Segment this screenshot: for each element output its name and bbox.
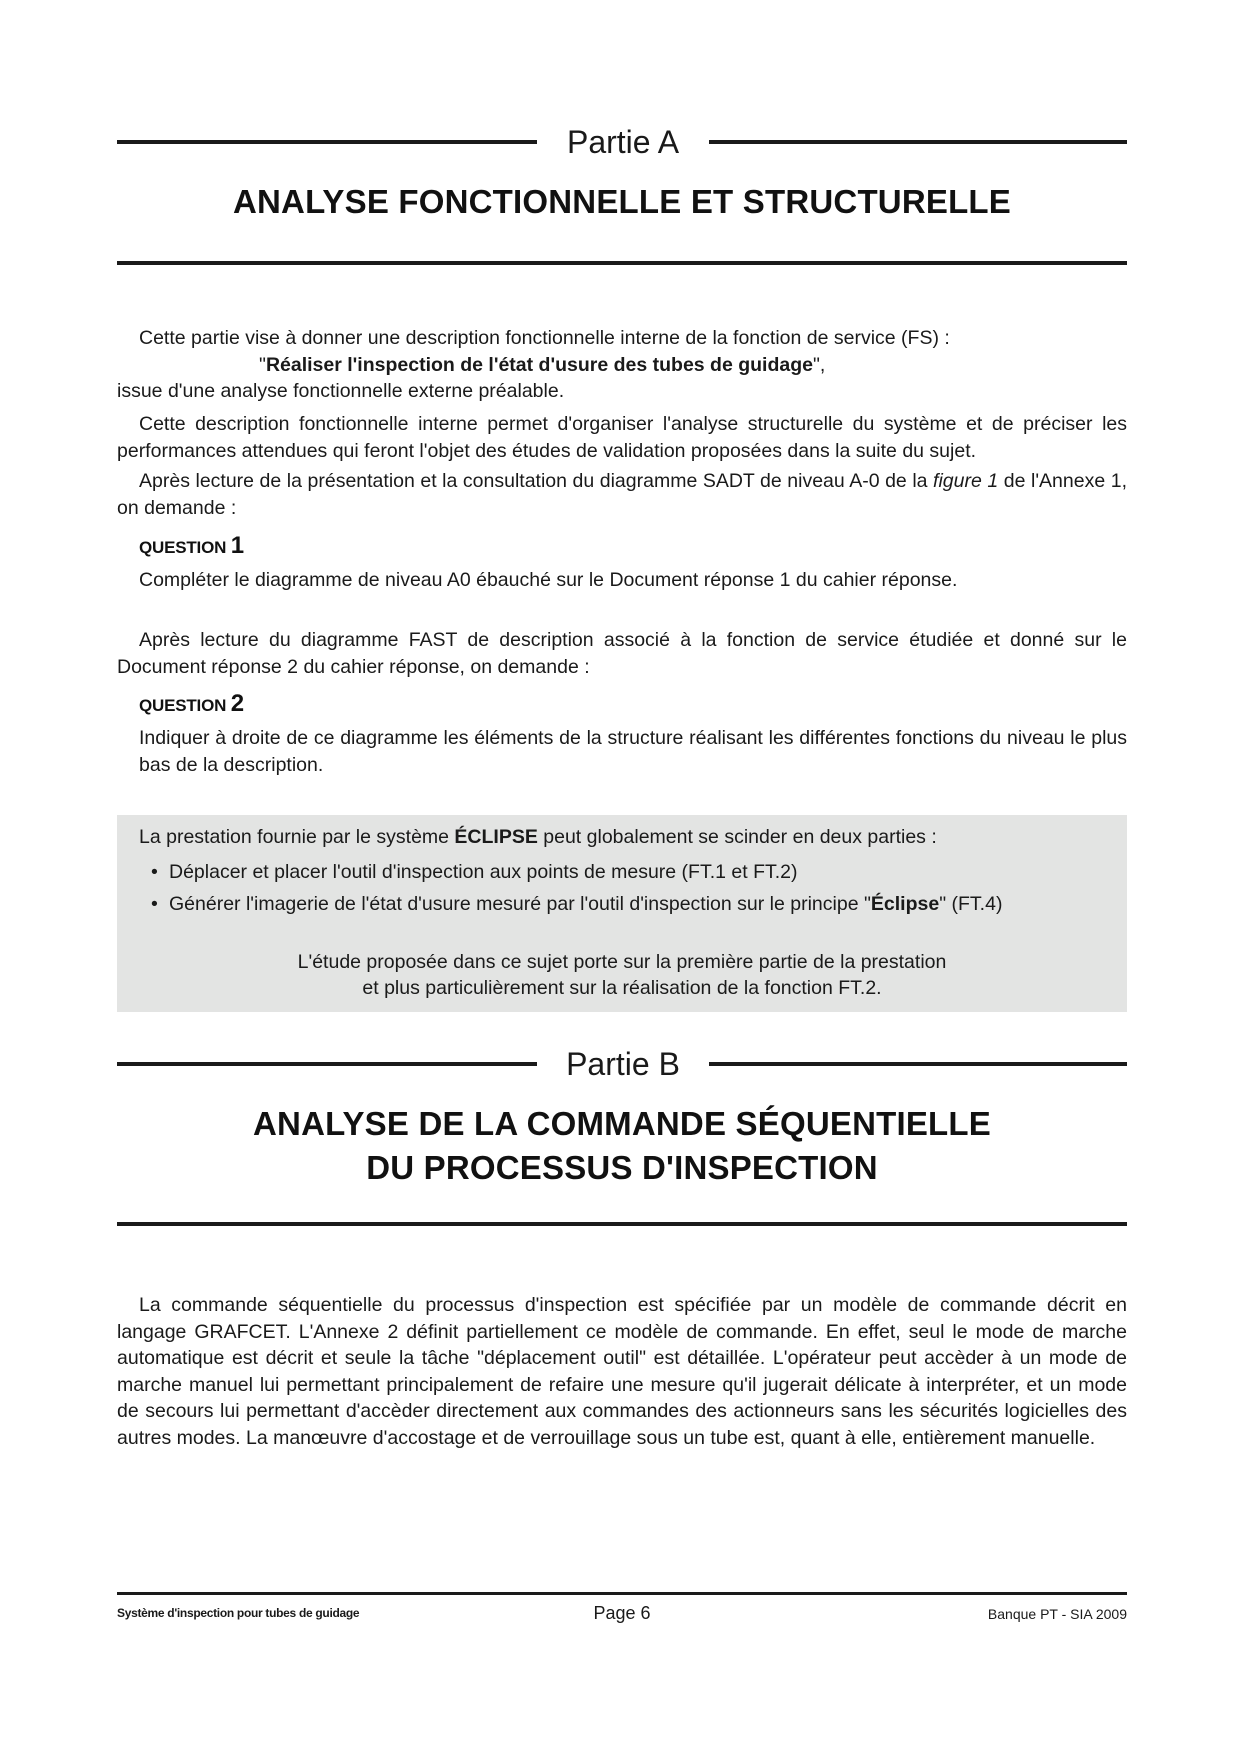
part-b-header xyxy=(117,1042,1127,1086)
part-a-label: Partie A xyxy=(566,124,680,160)
part-a-header xyxy=(117,120,1127,164)
part-a-left-line xyxy=(117,140,537,144)
intro-bold-function: Réaliser l'inspection de l'état d'usure des tubes de guidage xyxy=(265,353,813,376)
eclipse-info-box xyxy=(117,815,1127,1012)
footer-document-title: Système d'inspection pour tubes de guidage xyxy=(117,1606,360,1620)
para3-text-before: Après lecture de la présentation et la consultation du diagramme SADT de niveau A-0 de la xyxy=(139,470,934,492)
box-intro-after: peut globalement se scinder en deux parties : xyxy=(537,826,937,848)
question-2-heading xyxy=(139,690,244,718)
intro-line-1: Cette partie vise à donner une description fonctionnelle interne de la fonction de service (FS) : xyxy=(139,327,950,349)
question-1-heading xyxy=(139,532,244,560)
question-1-label: QUESTION xyxy=(139,538,227,557)
part-a-title: ANALYSE FONCTIONNELLE ET STRUCTURELLE xyxy=(232,183,1012,220)
box-intro xyxy=(139,824,937,850)
box-bullet-2-after: " (FT.4) xyxy=(939,893,1003,915)
intro-line-3: issue d'une analyse fonctionnelle externe préalable. xyxy=(117,380,565,402)
part-b-left-line xyxy=(117,1062,537,1066)
part-b-rule xyxy=(117,1222,1127,1226)
part-a-para-2: Cette description fonctionnelle interne permet d'organiser l'analyse structurelle du système et de préciser les performances attendues qui feront l'objet des études de validation proposées dans la suite du sujet. xyxy=(117,413,1127,462)
page xyxy=(117,0,1127,1754)
part-b-label: Partie B xyxy=(566,1046,680,1082)
part-b-para: La commande séquentielle du processus d'inspection est spécifiée par un modèle de commande décrit en langage GRAFCET. L'Annexe 2 définit partiellement ce modèle de commande. En effet, seul le mode de marche automatique est décrit et seule la tâche "déplacement outil" est détaillée. L'opérateur peut accèder à un mode de marche manuel lui permettant principalement de refaire une mesure qu'il jugerait délicate à interpréter, et un mode de secours lui permettant d'accèder directement aux commandes des actionneurs sans les sécurités logicielles des autres modes. La manœuvre d'accostage et de verrouillage sous un tube est, quant à elle, entièrement manuelle. xyxy=(117,1294,1127,1449)
footer-rule xyxy=(117,1592,1127,1595)
intro-quote-close: ", xyxy=(813,353,826,376)
footer-page-number: Page 6 xyxy=(593,1603,651,1623)
box-bullet-list xyxy=(151,856,1002,920)
part-b-title-line-1: ANALYSE DE LA COMMANDE SÉQUENTIELLE xyxy=(253,1105,991,1142)
box-bullet-2-bold: Éclipse xyxy=(870,893,940,915)
part-b-title-line-2: DU PROCESSUS D'INSPECTION xyxy=(366,1149,878,1186)
intro-quote-open: " xyxy=(259,353,266,376)
box-bullet-1-text: Déplacer et placer l'outil d'inspection aux points de mesure (FT.1 et FT.2) xyxy=(169,861,798,883)
part-a-right-line xyxy=(709,140,1127,144)
part-a-para-4: Après lecture du diagramme FAST de description associé à la fonction de service étudiée et donné sur le Document réponse 2 du cahier réponse, on demande : xyxy=(117,629,1127,678)
para3-text-after: de l'Annexe 1, on demande : xyxy=(117,470,1127,519)
box-bullet-1 xyxy=(151,856,1002,888)
question-2-label: QUESTION xyxy=(139,696,227,715)
part-a-rule xyxy=(117,261,1127,265)
question-1-text: Compléter le diagramme de niveau A0 ébauché sur le Document réponse 1 du cahier réponse. xyxy=(139,569,958,591)
box-eclipse-name: ÉCLIPSE xyxy=(454,826,538,848)
box-note-line-2: et plus particulièrement sur la réalisation de la fonction FT.2. xyxy=(362,977,882,999)
question-2-text: Indiquer à droite de ce diagramme les éléments de la structure réalisant les différentes fonctions du niveau le plus bas de la description. xyxy=(139,727,1127,776)
box-bullet-2-before: Générer l'imagerie de l'état d'usure mesuré par l'outil d'inspection sur le principe " xyxy=(169,893,871,915)
box-bullet-2 xyxy=(151,888,1002,920)
question-2-number: 2 xyxy=(230,690,244,717)
part-a-intro xyxy=(117,325,1127,405)
box-intro-before: La prestation fournie par le système xyxy=(139,826,455,848)
footer-exam-reference: Banque PT - SIA 2009 xyxy=(987,1606,1127,1622)
part-a-para-3 xyxy=(117,468,1127,521)
part-b-right-line xyxy=(709,1062,1127,1066)
box-note-line-1: L'étude proposée dans ce sujet porte sur la première partie de la prestation xyxy=(297,951,947,973)
question-1-number: 1 xyxy=(230,532,244,559)
intro-line-2 xyxy=(117,352,1127,379)
para3-figure-ref: figure 1 xyxy=(933,470,999,492)
